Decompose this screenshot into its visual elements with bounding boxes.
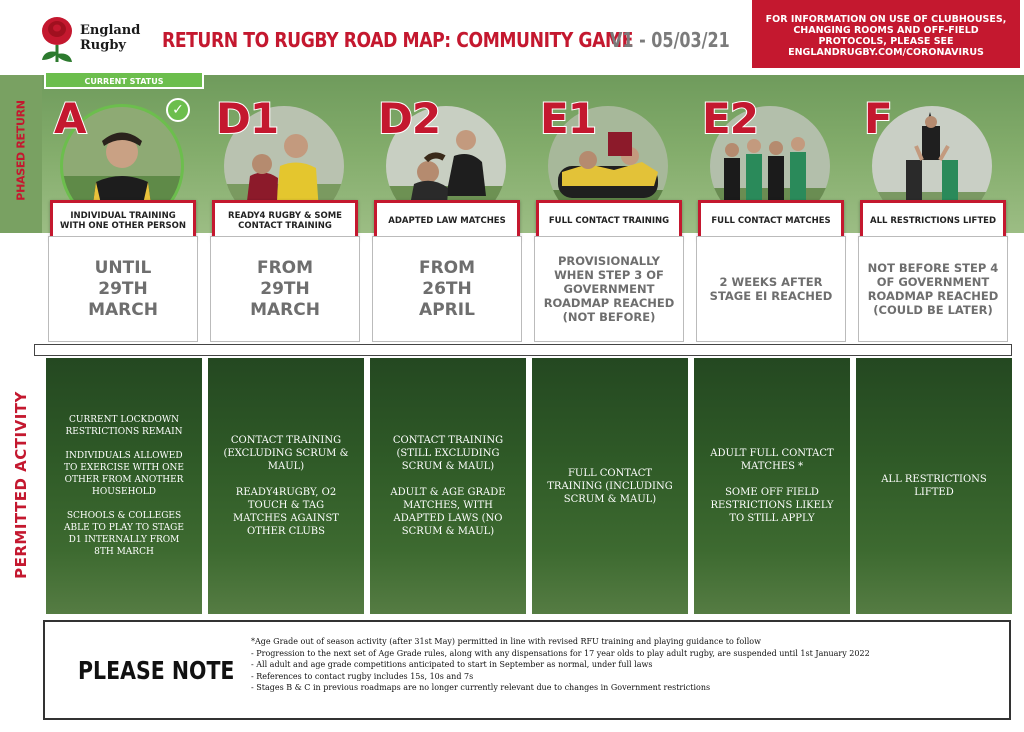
stage-letter: F [864,94,892,143]
info-banner: FOR INFORMATION ON USE OF CLUBHOUSES, CHANGING ROOMS AND OFF-FIELD PROTOCOLS, PLEASE SEE ENGLANDRUGBY.COM/CORONAVIRUS [752,0,1020,68]
activity-panel-d2 [370,358,526,614]
activity-panel-a [46,358,202,614]
activity-text: ADULT FULL CONTACT MATCHES * SOME OFF FIELD RESTRICTIONS LIKELY TO STILL APPLY [710,448,834,524]
stage-e1 [530,96,688,342]
stage-e2 [692,96,850,342]
stage-d1 [206,96,364,342]
please-note-box [43,620,1011,720]
note-line: - References to contact rugby includes 15s, 10s and 7s [251,671,474,681]
england-rugby-logo [38,14,141,66]
current-status-badge: CURRENT STATUS [44,71,204,89]
logo-text-rugby: Rugby [80,38,126,53]
stage-a [44,96,202,342]
checkmark-icon: ✓ [166,98,190,122]
stage-date: PROVISIONALLY WHEN STEP 3 OF GOVERNMENT ROADMAP REACHED (NOT BEFORE) [534,236,684,342]
stage-title: ADAPTED LAW MATCHES [374,200,520,242]
stage-title: FULL CONTACT MATCHES [698,200,844,242]
activity-text: CONTACT TRAINING (EXCLUDING SCRUM & MAUL) READY4RUGBY, O2 TOUCH & TAG MATCHES AGAINST OTHER CLUBS [223,435,349,537]
version-label: V1 - 05/03/21 [610,28,730,52]
stage-letter: D1 [216,94,279,143]
activity-text: CONTACT TRAINING (STILL EXCLUDING SCRUM & MAUL) ADULT & AGE GRADE MATCHES, WITH ADAPTED LAWS (NO SCRUM & MAUL) [390,435,506,537]
phased-return-label [7,100,35,200]
logo-text-england: England [80,23,141,38]
stage-date: FROM 29TH MARCH [210,236,360,342]
note-line: - Stages B & C in previous roadmaps are no longer currently relevant due to changes in Government restrictions [251,683,711,693]
stage-date: UNTIL 29TH MARCH [48,236,198,342]
activity-text: CURRENT LOCKDOWN RESTRICTIONS REMAIN INDIVIDUALS ALLOWED TO EXERCISE WITH ONE OTHER FROM ANOTHER HOUSEHOLD SCHOOLS & COLLEGES ABLE TO PLAY TO STAGE D1 INTERNALLY FROM 8TH MARCH [64,415,184,557]
activity-panel-d1 [208,358,364,614]
section-divider [34,344,1012,356]
activity-panel-e1 [532,358,688,614]
permitted-activity-label [6,380,36,590]
stage-title: INDIVIDUAL TRAINING WITH ONE OTHER PERSON [50,200,196,242]
activity-text: FULL CONTACT TRAINING (INCLUDING SCRUM & MAUL) [547,467,673,505]
note-line: - All adult and age grade competitions anticipated to start in September as normal, under full laws [251,660,653,670]
stage-letter: D2 [378,94,441,143]
page-title: RETURN TO RUGBY ROAD MAP: COMMUNITY GAME [162,28,633,52]
red-rose-icon [38,14,76,66]
stage-date: FROM 26TH APRIL [372,236,522,342]
stage-letter: E2 [702,94,758,143]
activity-text: ALL RESTRICTIONS LIFTED [881,474,987,498]
activity-panel-f [856,358,1012,614]
note-line: - Progression to the next set of Age Grade rules, along with any dispensations for 17 year olds to play adult rugby, are suspended until 1st January 2022 [251,648,870,658]
stage-title: READY4 RUGBY & SOME CONTACT TRAINING [212,200,358,242]
stage-title: FULL CONTACT TRAINING [536,200,682,242]
note-list [251,636,1001,694]
stage-date: 2 WEEKS AFTER STAGE EI REACHED [696,236,846,342]
note-line: *Age Grade out of season activity (after 31st May) permitted in line with revised RFU training and playing guidance to follow [251,637,761,646]
phased-return-text: PHASED RETURN [14,99,28,201]
stage-f [854,96,1012,342]
please-note-title: PLEASE NOTE [78,656,235,685]
stage-letter: E1 [540,94,596,143]
stage-d2 [368,96,526,342]
activity-panel-e2 [694,358,850,614]
permitted-activity-text: PERMITTED ACTIVITY [12,391,30,579]
stage-title: ALL RESTRICTIONS LIFTED [860,200,1006,242]
stage-letter: A [54,94,86,143]
stage-date: NOT BEFORE STEP 4 OF GOVERNMENT ROADMAP REACHED (COULD BE LATER) [858,236,1008,342]
